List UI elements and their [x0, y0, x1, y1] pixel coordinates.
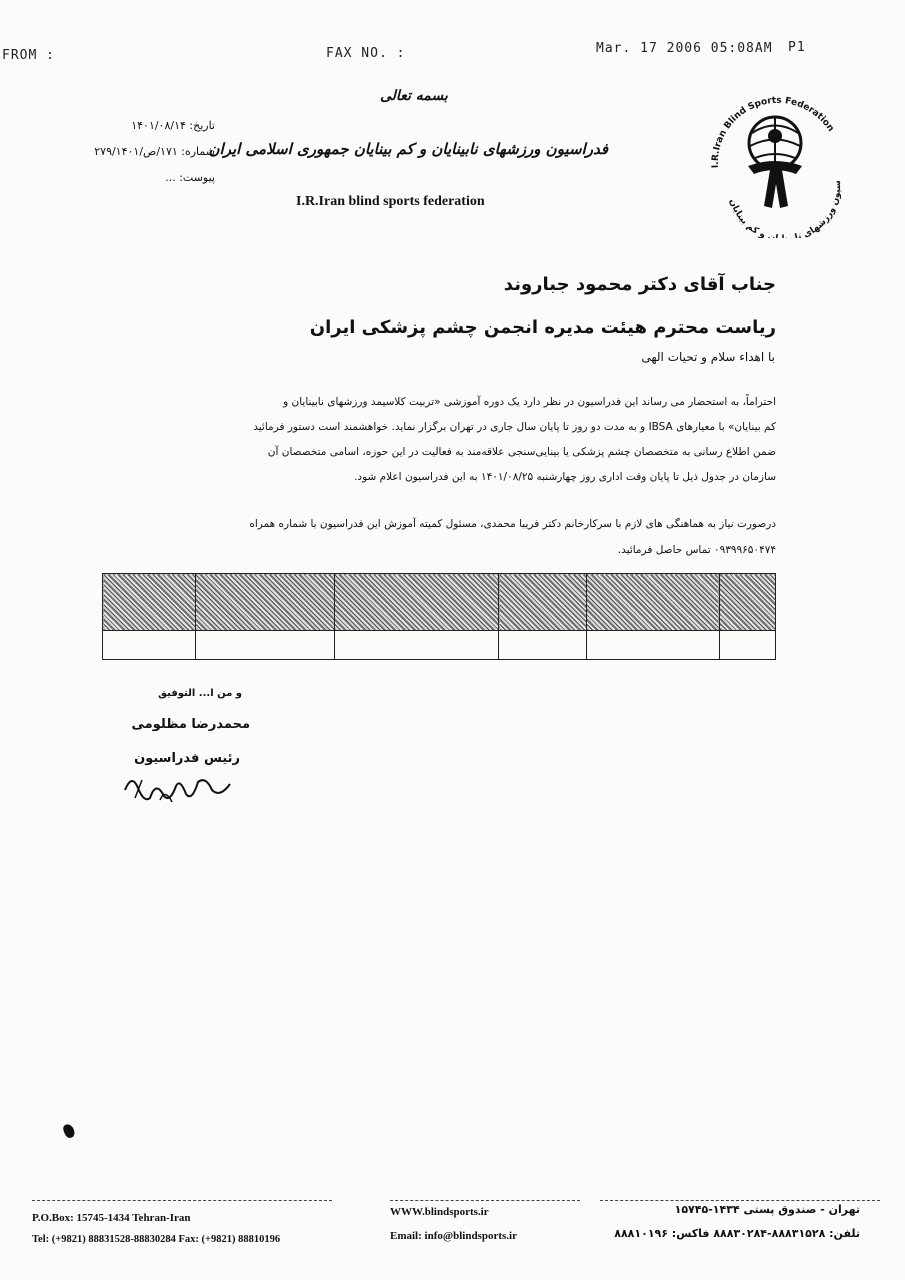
- body-line-3: ضمن اطلاع رسانی به متخصصان چشم پزشکی یا بینایی‌سنجی علاقه‌مند به فعالیت در این حوزه، اسامی متخصصان آن: [267, 446, 776, 458]
- table-header-cell: [334, 574, 498, 631]
- table-header-cell: [103, 574, 196, 631]
- table-header-cell: [720, 574, 776, 631]
- closing-phrase: و من ا... التوفیق: [158, 688, 242, 699]
- table-cell: [103, 631, 196, 660]
- fax-number-label: FAX NO. :: [326, 46, 406, 61]
- org-name-fa: فدراسیون ورزشهای نابینایان و کم بینایان جمهوری اسلامی ایران: [208, 140, 608, 158]
- table-cell: [195, 631, 334, 660]
- federation-logo: [700, 88, 850, 238]
- federation-logo-graphic: [700, 88, 850, 238]
- footer-rule-right: [600, 1200, 880, 1201]
- body-line-6: ۰۹۳۹۹۶۵۰۴۷۴ تماس حاصل فرمائید.: [617, 544, 776, 556]
- footer-rule-left: [32, 1200, 332, 1201]
- body-line-4: سازمان در جدول ذیل تا پایان وقت اداری روز چهارشنبه ۱۴۰۱/۰۸/۲۵ به این فدراسیون اعلام شود.: [354, 471, 776, 483]
- logo-ring-text-fa: سیون ورزشهای نا ن و کم بینایان: [727, 180, 844, 238]
- fax-page-number: P1: [788, 40, 806, 55]
- letter-attachment: پیوست: ...: [165, 171, 215, 184]
- table-cell: [334, 631, 498, 660]
- table-header-cell: [499, 574, 587, 631]
- fax-from: FROM :: [2, 48, 55, 63]
- letter-date: تاریخ: ۱۴۰۱/۰۸/۱۴: [131, 119, 215, 132]
- body-line-2: کم بینایان» با معیارهای IBSA و به مدت دو روز تا پایان سال جاری در تهران برگزار نماید. خواهشمند است دستور فرمائید: [253, 421, 776, 433]
- table-row: [103, 631, 776, 660]
- greeting: با اهداء سلام و تحیات الهی: [641, 350, 775, 364]
- footer-pobox: P.O.Box: 15745-1434 Tehran-Iran: [32, 1212, 191, 1224]
- fax-date-time: Mar. 17 2006 05:08AM: [596, 41, 773, 56]
- table-cell: [499, 631, 587, 660]
- nominee-table: [102, 573, 776, 660]
- footer-address-fa: تهران - صندوق پستی ۱۴۳۴-۱۵۷۴۵: [674, 1203, 860, 1216]
- recipient-title: ریاست محترم هیئت مدیره انجمن چشم پزشکی ایران: [309, 317, 776, 338]
- footer-website[interactable]: WWW.blindsports.ir: [390, 1206, 489, 1218]
- signature-scribble: [120, 768, 240, 813]
- table-cell: [720, 631, 776, 660]
- invocation: بسمه تعالی: [380, 88, 448, 104]
- recipient-name: جناب آقای دکتر محمود جباروند: [503, 274, 776, 295]
- table-header-cell: [195, 574, 334, 631]
- signatory-title: رئیس فدراسیون: [134, 751, 240, 766]
- table-header-cell: [586, 574, 719, 631]
- footer-email[interactable]: Email: info@blindsports.ir: [390, 1230, 517, 1242]
- ink-mark: [62, 1123, 76, 1140]
- footer-tel-fa: تلفن: ۸۸۸۳۱۵۲۸-۸۸۸۳۰۲۸۴ فاکس: ۸۸۸۱۰۱۹۶: [614, 1227, 860, 1240]
- org-name-en: I.R.Iran blind sports federation: [296, 194, 485, 209]
- table-header-row: [103, 574, 776, 631]
- logo-ring-text-en: I.R.Iran Blind Sports Federation: [710, 95, 836, 169]
- footer-rule-center: [390, 1200, 580, 1201]
- body-line-1: احتراماً، به استحضار می رساند این فدراسیون در نظر دارد یک دوره آموزشی «تربیت کلاسیمد ورزشهای نابینایان و: [283, 396, 776, 408]
- footer-tel-fax: Tel: (+9821) 88831528-88830284 Fax: (+9821) 88810196: [32, 1234, 281, 1245]
- table-cell: [586, 631, 719, 660]
- letter-number: شماره: ۱۷۱/ص/۲۷۹/۱۴۰۱: [94, 145, 215, 158]
- signatory-name: محمدرضا مظلومی: [131, 717, 250, 732]
- body-line-5: درصورت نیاز به هماهنگی های لازم با سرکارخانم دکتر فریبا محمدی، مسئول کمیته آموزش این فدراسیون با شماره همراه: [249, 518, 776, 530]
